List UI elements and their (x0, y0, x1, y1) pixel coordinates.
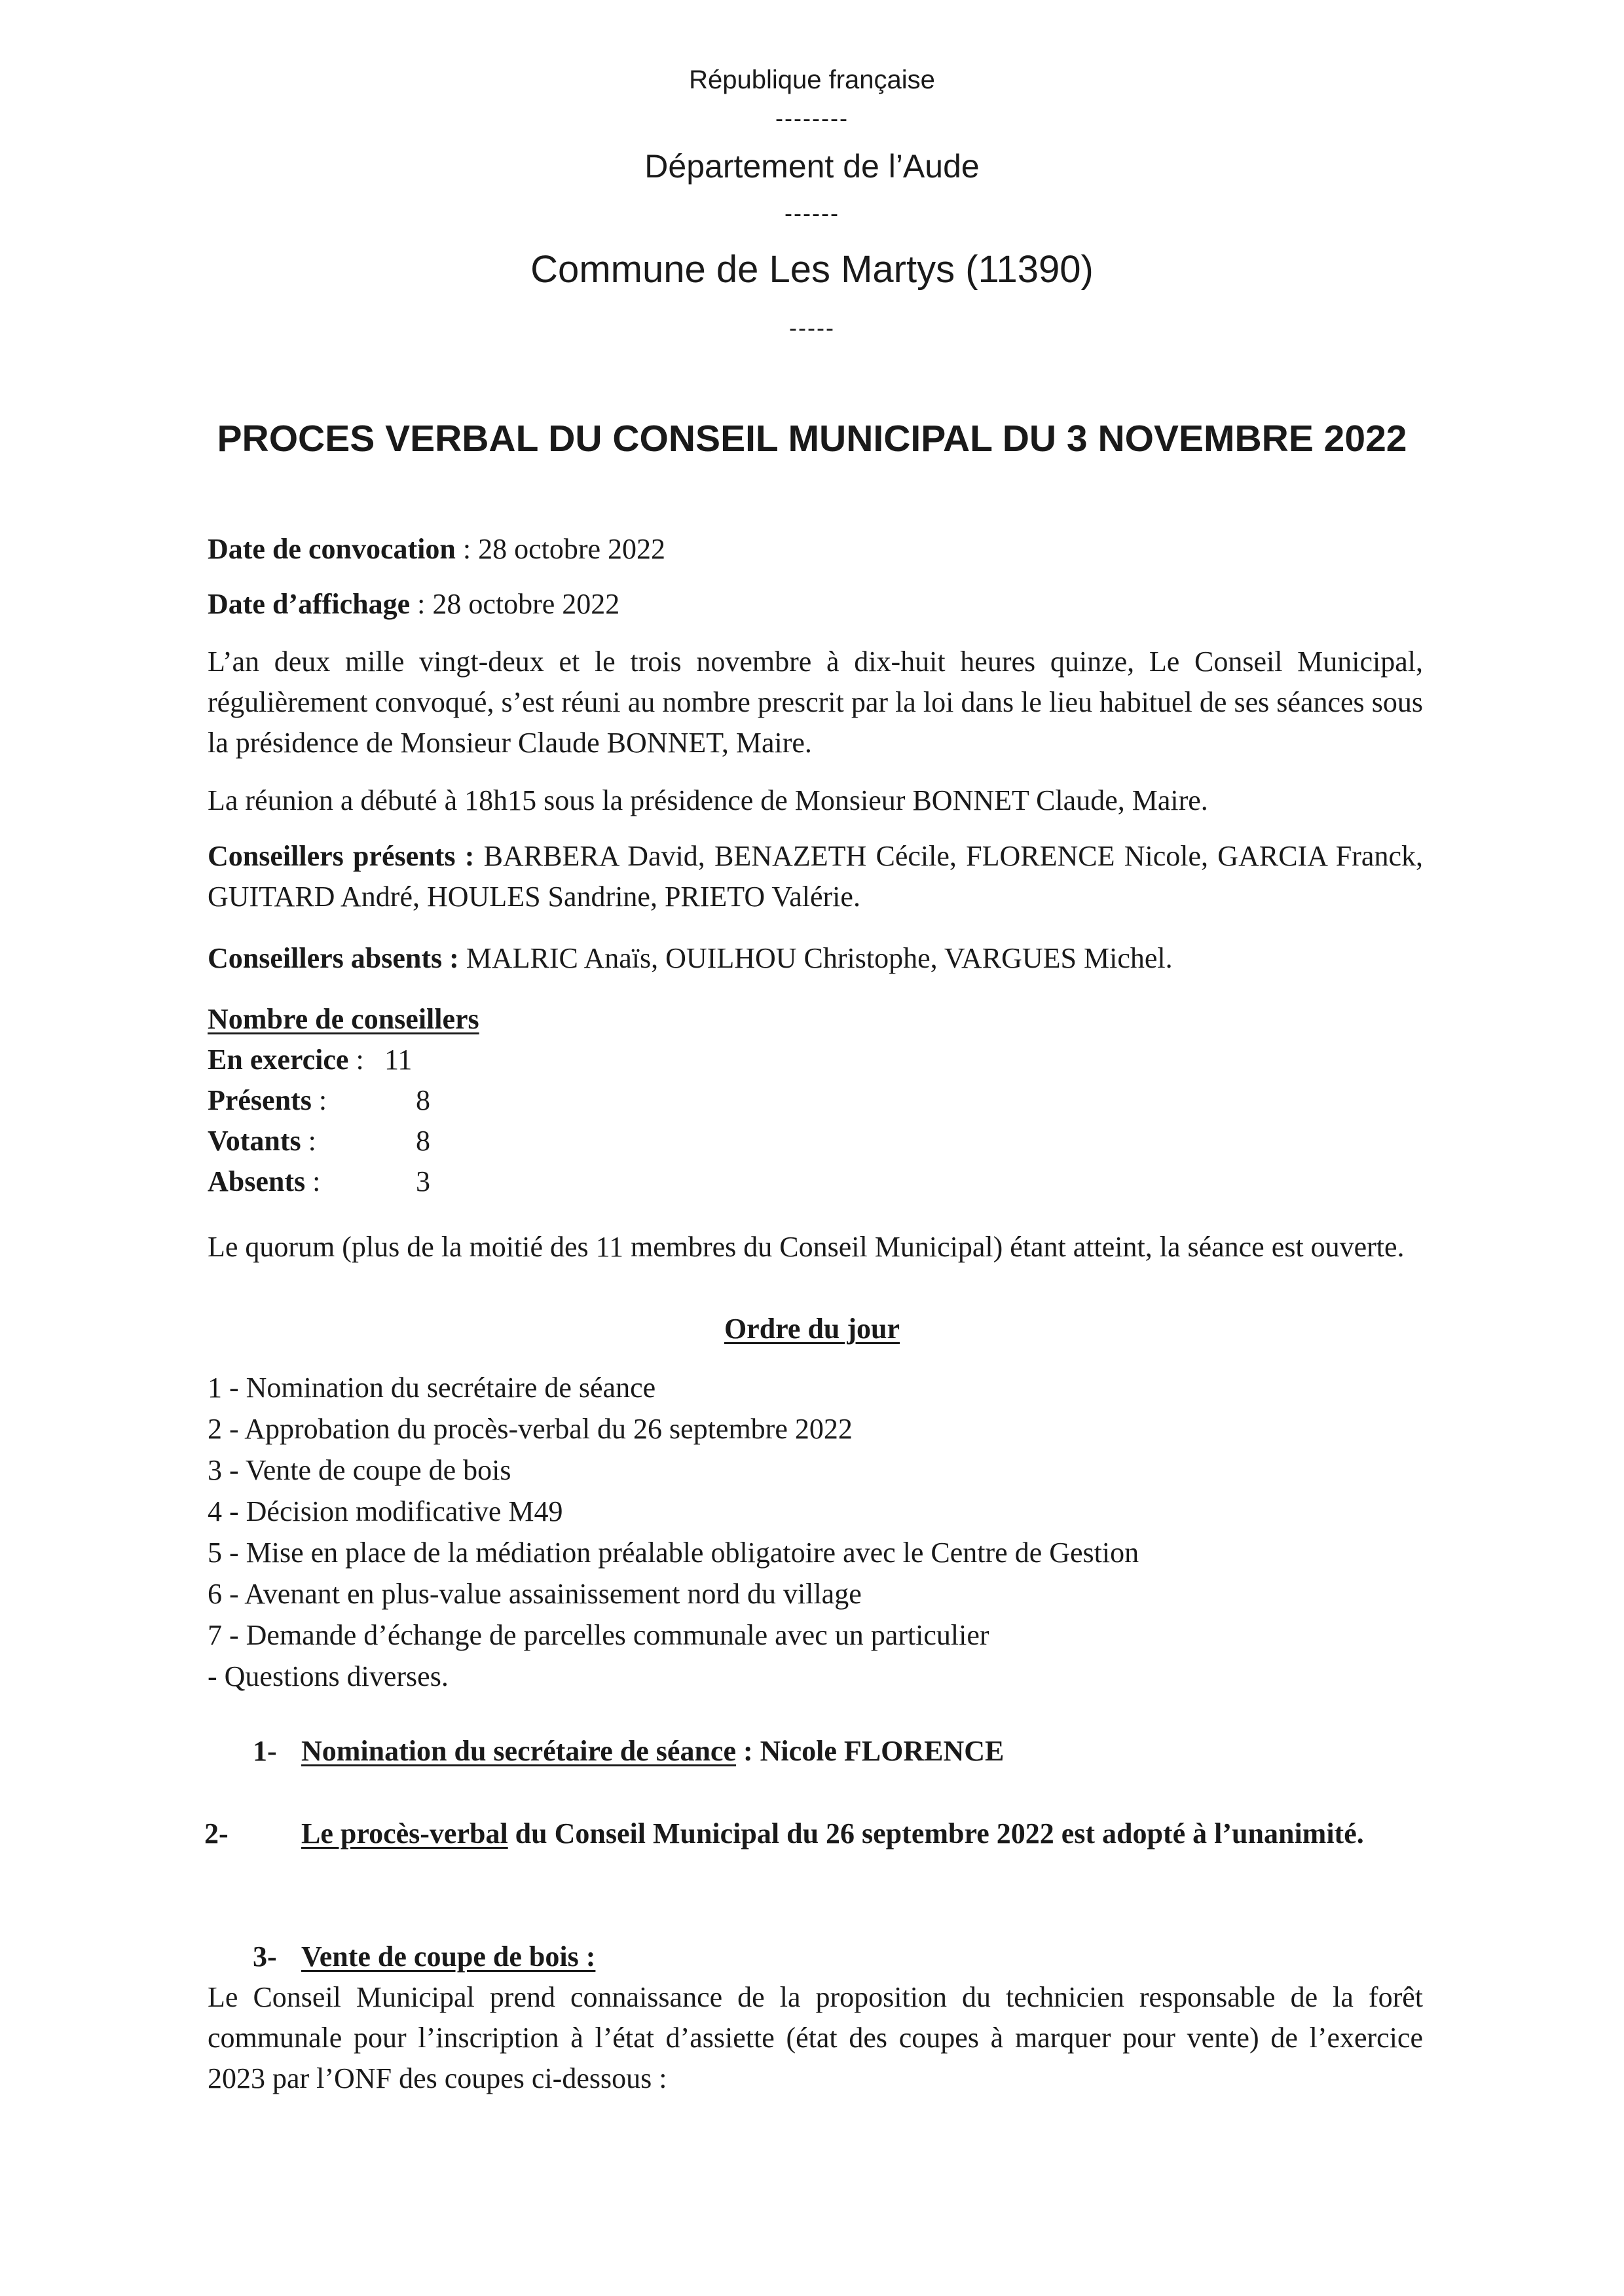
section-title: Nomination du secrétaire de séance (301, 1735, 736, 1767)
section-1 (253, 1731, 1423, 1772)
count-label: En exercice (208, 1044, 349, 1076)
convocation-date (208, 529, 1423, 570)
present-label: Conseillers présents : (208, 840, 475, 872)
count-sep: : (305, 1165, 321, 1197)
separator: -------- (775, 105, 849, 132)
count-value: 3 (416, 1165, 430, 1197)
section-3-heading (253, 1937, 1423, 1977)
convocation-label: Date de convocation (208, 533, 456, 565)
section-title: Le procès-verbal (301, 1817, 508, 1850)
section-2 (204, 1813, 1471, 1854)
section-title: Vente de coupe de bois : (301, 1941, 596, 1973)
affichage-value: : 28 octobre 2022 (410, 588, 620, 620)
absent-councillors (208, 938, 1423, 979)
republic-heading: République française (689, 65, 935, 94)
count-label: Votants (208, 1125, 301, 1157)
section-number: 2- (204, 1817, 229, 1850)
section-text: du Conseil Municipal du 26 septembre 2022 est adopté à l’unanimité. (507, 1817, 1364, 1850)
document-title: PROCES VERBAL DU CONSEIL MUNICIPAL DU 3 NOVEMBRE 2022 (217, 418, 1407, 460)
count-sep: : (348, 1044, 364, 1076)
list-item: 1 - Nomination du secrétaire de séance (208, 1372, 656, 1404)
list-item: 6 - Avenant en plus-value assainissement nord du village (208, 1578, 862, 1610)
absent-list: MALRIC Anaïs, OUILHOU Christophe, VARGUES Michel. (458, 942, 1173, 974)
list-item: - Questions diverses. (208, 1660, 449, 1692)
section-number: 3- (253, 1941, 277, 1973)
start-paragraph: La réunion a débuté à 18h15 sous la présidence de Monsieur BONNET Claude, Maire. (208, 784, 1208, 816)
count-label: Absents (208, 1165, 306, 1197)
count-value: 8 (416, 1125, 430, 1157)
count-sep: : (311, 1084, 327, 1116)
present-list: BARBERA David, BENAZETH Cécile, FLORENCE Nicole, GARCIA Franck, GUITARD André, HOULES Sandrine, PRIETO Valérie. (208, 840, 1423, 913)
department-heading: Département de l’Aude (644, 148, 980, 185)
section-number: 1- (253, 1735, 277, 1767)
intro-paragraph: L’an deux mille vingt-deux et le trois novembre à dix-huit heures quinze, Le Conseil Municipal, régulièrement convoqué, s’est réuni au nombre prescrit par la loi dans le lieu habituel de ses séances sous la présidence de Monsieur Claude BONNET, Maire. (208, 646, 1423, 759)
quorum-paragraph: Le quorum (plus de la moitié des 11 membres du Conseil Municipal) étant atteint, la séance est ouverte. (208, 1231, 1405, 1263)
count-sep: : (301, 1125, 316, 1157)
separator: ----- (789, 314, 835, 341)
commune-heading: Commune de Les Martys (11390) (530, 248, 1094, 291)
list-item: 3 - Vente de coupe de bois (208, 1454, 511, 1486)
count-row (208, 1121, 430, 1161)
agenda-list (208, 1367, 1423, 1697)
affichage-label: Date d’affichage (208, 588, 411, 620)
count-label: Présents (208, 1084, 312, 1116)
separator: ------ (784, 200, 840, 227)
list-item: 5 - Mise en place de la médiation préalable obligatoire avec le Centre de Gestion (208, 1537, 1139, 1569)
list-item: 2 - Approbation du procès-verbal du 26 septembre 2022 (208, 1413, 853, 1445)
affichage-date (208, 584, 1423, 625)
count-row (208, 1161, 430, 1202)
list-item: 7 - Demande d’échange de parcelles communale avec un particulier (208, 1619, 989, 1651)
count-row (208, 1040, 411, 1080)
agenda-heading-text: Ordre du jour (724, 1313, 900, 1345)
present-councillors (208, 836, 1423, 917)
agenda-heading (0, 1309, 1624, 1349)
absent-label: Conseillers absents : (208, 942, 459, 974)
count-value: 8 (416, 1084, 430, 1116)
count-row (208, 1080, 430, 1121)
convocation-value: : 28 octobre 2022 (455, 533, 666, 565)
counts-heading: Nombre de conseillers (208, 1003, 479, 1035)
section-3-body: Le Conseil Municipal prend connaissance de la proposition du technicien responsable de la forêt communale pour l’inscription à l’état d’assiette (état des coupes à marquer pour vente) de l’exercice 2023 par l’ONF des coupes ci-dessous : (208, 1981, 1423, 2094)
section-text: : Nicole FLORENCE (735, 1735, 1005, 1767)
list-item: 4 - Décision modificative M49 (208, 1495, 563, 1527)
count-value: 11 (384, 1044, 413, 1076)
